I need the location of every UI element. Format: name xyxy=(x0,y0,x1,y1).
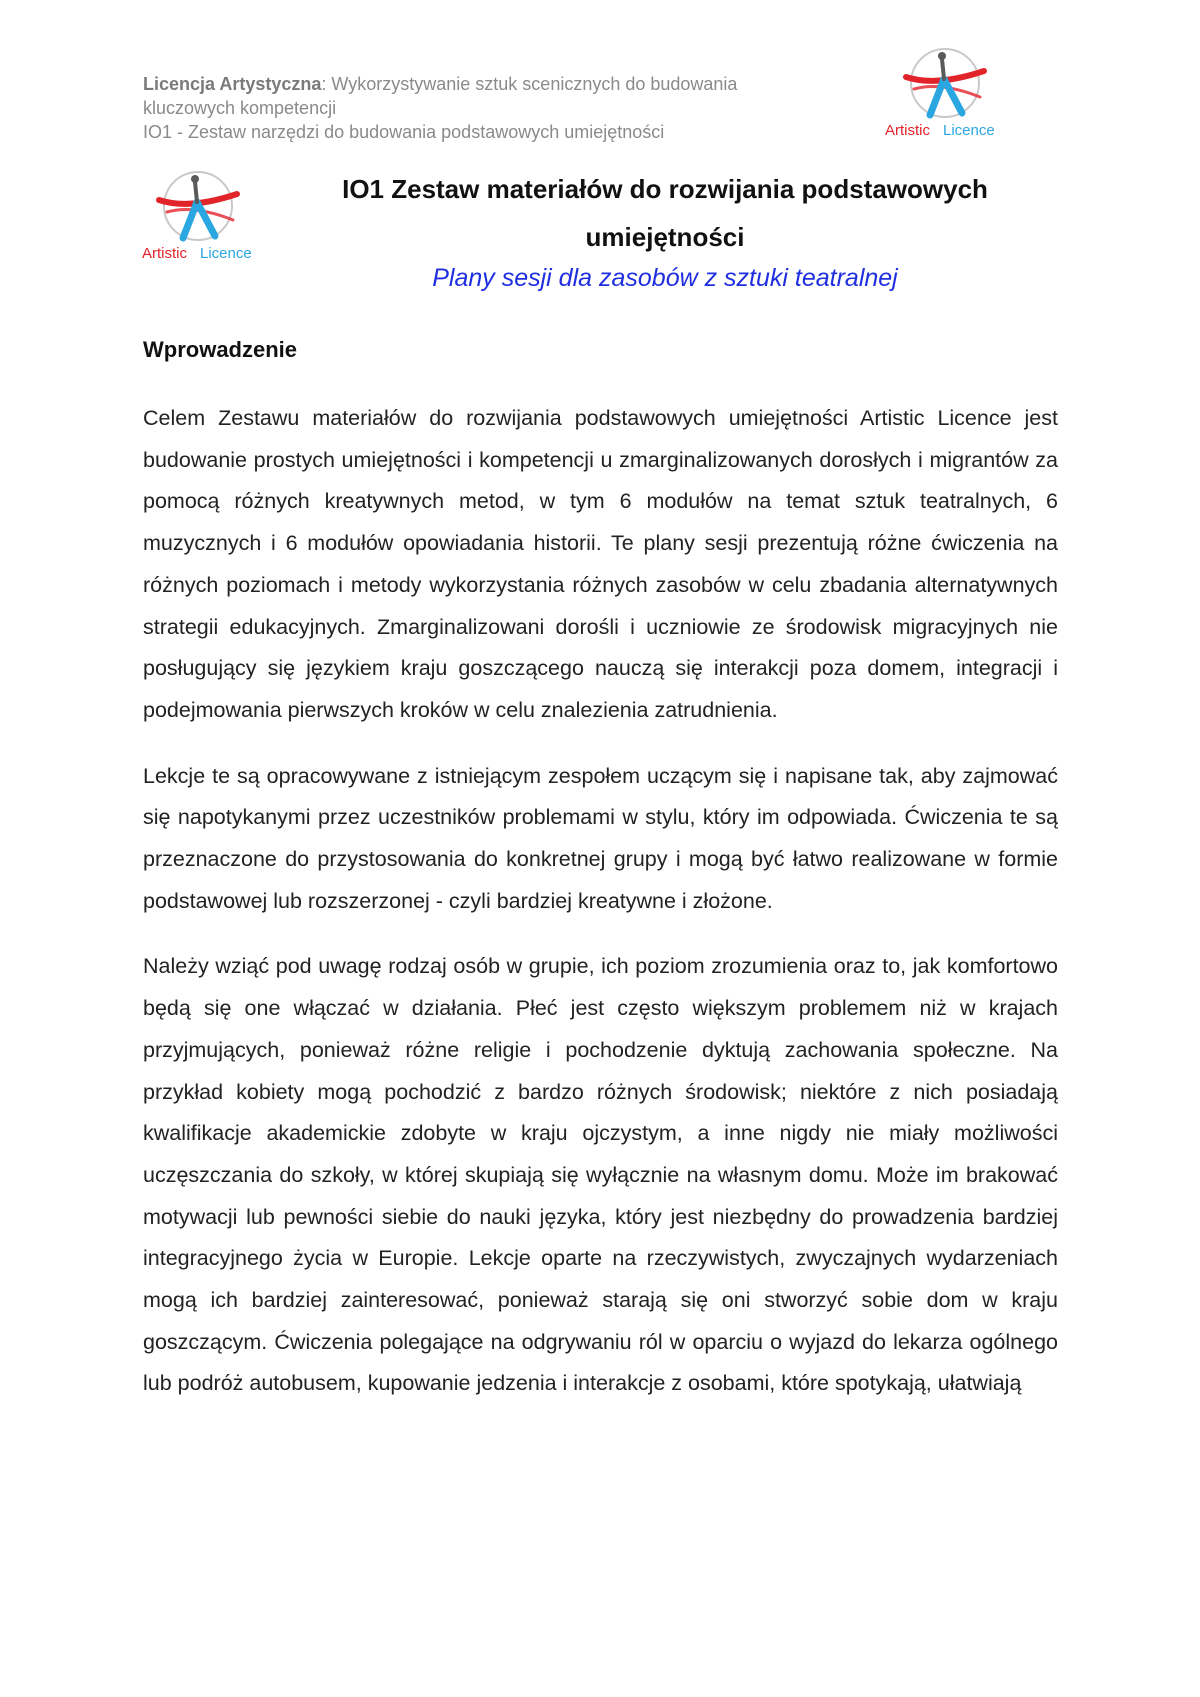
logo-word-artistic: Artistic xyxy=(885,122,930,139)
document-title xyxy=(285,165,1045,261)
running-header xyxy=(143,72,843,144)
header-line-1-rest: : Wykorzystywanie sztuk scenicznych do budowania xyxy=(321,74,738,94)
logo-blue-figure xyxy=(183,202,215,238)
title-line-1: IO1 Zestaw materiałów do rozwijania podstawowych xyxy=(342,174,988,204)
logo-figure-head xyxy=(191,175,199,183)
logo-figure-body xyxy=(942,59,944,79)
section-heading: Wprowadzenie xyxy=(143,337,298,362)
document-subtitle: Plany sesji dla zasobów z sztuki teatralnej xyxy=(432,264,898,292)
paragraph-2: Lekcje te są opracowywane z istniejącym zespołem uczącym się i napisane tak, aby zajmować się napotykanymi przez uczestników problemami w stylu, który im odpowiada. Ćwiczenia te są przeznaczone do przystosowania do konkretnej grupy i mogą być łatwo realizowane w formie podstawowej lub rozszerzonej - czyli bardziej kreatywne i złożone. xyxy=(143,763,1058,913)
logo-figure-head xyxy=(938,52,946,60)
body-text xyxy=(143,398,1058,1429)
header-brand: Licencja Artystyczna xyxy=(143,74,322,94)
logo-word-licence: Licence xyxy=(943,122,995,139)
header-line-3: IO1 - Zestaw narzędzi do budowania podstawowych umiejętności xyxy=(143,122,665,142)
title-line-2: umiejętności xyxy=(585,222,745,252)
header-line-1 xyxy=(143,72,843,96)
logo-word-artistic: Artistic xyxy=(142,245,187,262)
header-line-2: kluczowych kompetencji xyxy=(143,98,337,118)
paragraph-1: Celem Zestawu materiałów do rozwijania podstawowych umiejętności Artistic Licence jest budowanie prostych umiejętności i kompetencji u zmarginalizowanych dorosłych i migrantów za pomocą różnych kreatywnych metod, w tym 6 modułów na temat sztuk teatralnych, 6 muzycznych i 6 modułów opowiadania historii. Te plany sesji prezentują różne ćwiczenia na różnych poziomach i metody wykorzystania różnych zasobów w celu zbadania alternatywnych strategii edukacyjnych. Zmarginalizowani dorośli i uczniowie ze środowisk migracyjnych nie posługujący się językiem kraju goszczącego nauczą się interakcji poza domem, integracji i podejmowania pierwszych kroków w celu znalezienia zatrudnienia. xyxy=(143,406,1058,722)
logo-word-licence: Licence xyxy=(200,245,252,262)
logo-figure-body xyxy=(195,182,197,202)
paragraph-3: Należy wziąć pod uwagę rodzaj osób w grupie, ich poziom zrozumienia oraz to, jak komfortowo będą się one włączać w działania. Płeć jest często większym problemem niż w krajach przyjmujących, ponieważ różne religie i pochodzenie dyktują zachowania społeczne. Na przykład kobiety mogą pochodzić z bardzo różnych środowisk; niektóre z nich posiadają kwalifikacje akademickie zdobyte w kraju ojczystym, a inne nigdy nie miały możliwości uczęszczania do szkoły, w której skupiają się wyłącznie na własnym domu. Może im brakować motywacji lub pewności siebie do nauki języka, który jest niezbędny do prowadzenia bardziej integracyjnego życia w Europie. Lekcje oparte na rzeczywistych, zwyczajnych wydarzeniach mogą ich bardziej zainteresować, ponieważ starają się oni stworzyć sobie dom w kraju goszczącym. Ćwiczenia polegające na odgrywaniu ról w oparciu o wyjazd do lekarza ogólnego lub podróż autobusem, kupowanie jedzenia i interakcje z osobami, które spotykają, ułatwiają xyxy=(143,954,1058,1396)
artistic-licence-logo-title xyxy=(140,168,270,263)
logo-blue-figure xyxy=(930,79,962,115)
artistic-licence-logo-header xyxy=(880,45,1010,140)
